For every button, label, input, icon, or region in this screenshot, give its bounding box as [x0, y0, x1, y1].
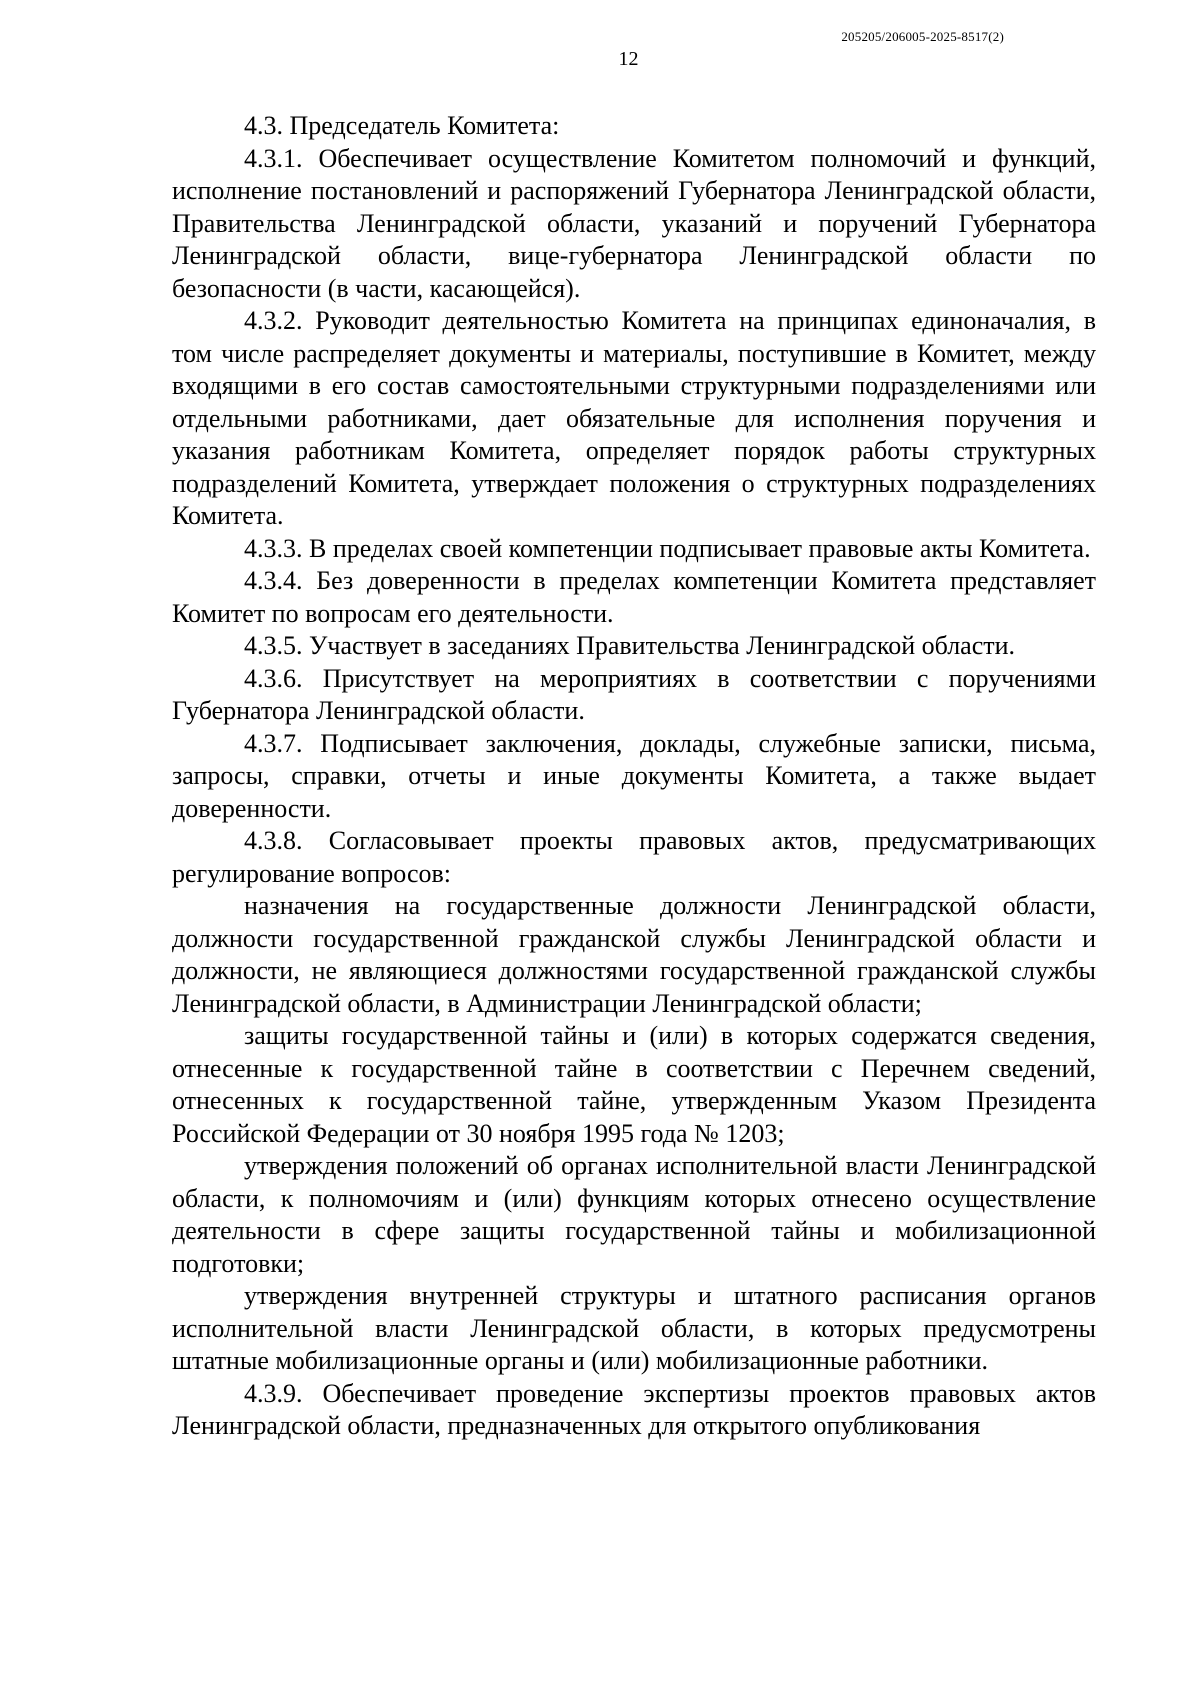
document-registration-number: 205205/206005-2025-8517(2) — [841, 29, 1004, 44]
paragraph-4-3-9: 4.3.9. Обеспечивает проведение экспертизы проектов правовых актов Ленинградской области, предназначенных для открытого опубликования — [172, 1378, 1096, 1440]
paragraph-4-3-3: 4.3.3. В пределах своей компетенции подписывает правовые акты Комитета. — [244, 533, 1091, 563]
paragraph-4-3-7: 4.3.7. Подписывает заключения, доклады, служебные записки, письма, запросы, справки, отчеты и иные документы Комитета, а также выдает доверенности. — [172, 728, 1096, 823]
list-item-executive-bodies: утверждения положений об органах исполнительной власти Ленинградской области, к полномочиям и (или) функциям которых отнесено осуществление деятельности в сфере защиты государственной тайны и мобилизационной подготовки; — [172, 1151, 1096, 1278]
page-number: 12 — [618, 48, 639, 70]
paragraph-4-3-1: 4.3.1. Обеспечивает осуществление Комитетом полномочий и функций, исполнение постановлений и распоряжений Губернатора Ленинградской области, Правительства Ленинградской области, указаний и поручений Губернатора Ленинградской области, вице-губернатора Ленинградской области по безопасности (в части, касающейся). — [172, 143, 1096, 303]
list-item-staff-structure: утверждения внутренней структуры и штатного расписания органов исполнительной власти Ленинградской области, в которых предусмотрены штатные мобилизационные органы и (или) мобилизационные работники. — [172, 1281, 1096, 1375]
list-item-state-secret: защиты государственной тайны и (или) в которых содержатся сведения, отнесенные к государственной тайне в соответствии с Перечнем сведений, отнесенных к государственной тайне, утвержденным Указом Президента Российской Федерации от 30 ноября 1995 года № 1203; — [172, 1021, 1096, 1148]
paragraph-4-3-5: 4.3.5. Участвует в заседаниях Правительства Ленинградской области. — [244, 631, 1016, 660]
paragraph-4-3-4: 4.3.4. Без доверенности в пределах компетенции Комитета представляет Комитет по вопросам его деятельности. — [172, 566, 1096, 628]
paragraph-4-3-8: 4.3.8. Согласовывает проекты правовых актов, предусматривающих регулирование вопросов: — [172, 826, 1096, 888]
paragraph-4-3-2: 4.3.2. Руководит деятельностью Комитета на принципах единоначалия, в том числе распределяет документы и материалы, поступившие в Комитет, между входящими в его состав самостоятельными структурными подразделениями или отдельными работниками, дает обязательные для исполнения поручения и указания работникам Комитета, определяет порядок работы структурных подразделений Комитета, утверждает положения о структурных подразделениях Комитета. — [172, 306, 1096, 530]
list-item-appointments: назначения на государственные должности Ленинградской области, должности государственной гражданской службы Ленинградской области и должности, не являющиеся должностями государственной гражданской службы Ленинградской области, в Администрации Ленинградской области; — [172, 891, 1096, 1018]
document-body — [172, 110, 1096, 1443]
paragraph-4-3-6: 4.3.6. Присутствует на мероприятиях в соответствии с поручениями Губернатора Ленинградской области. — [172, 663, 1096, 725]
paragraph-4-3: 4.3. Председатель Комитета: — [244, 111, 560, 140]
